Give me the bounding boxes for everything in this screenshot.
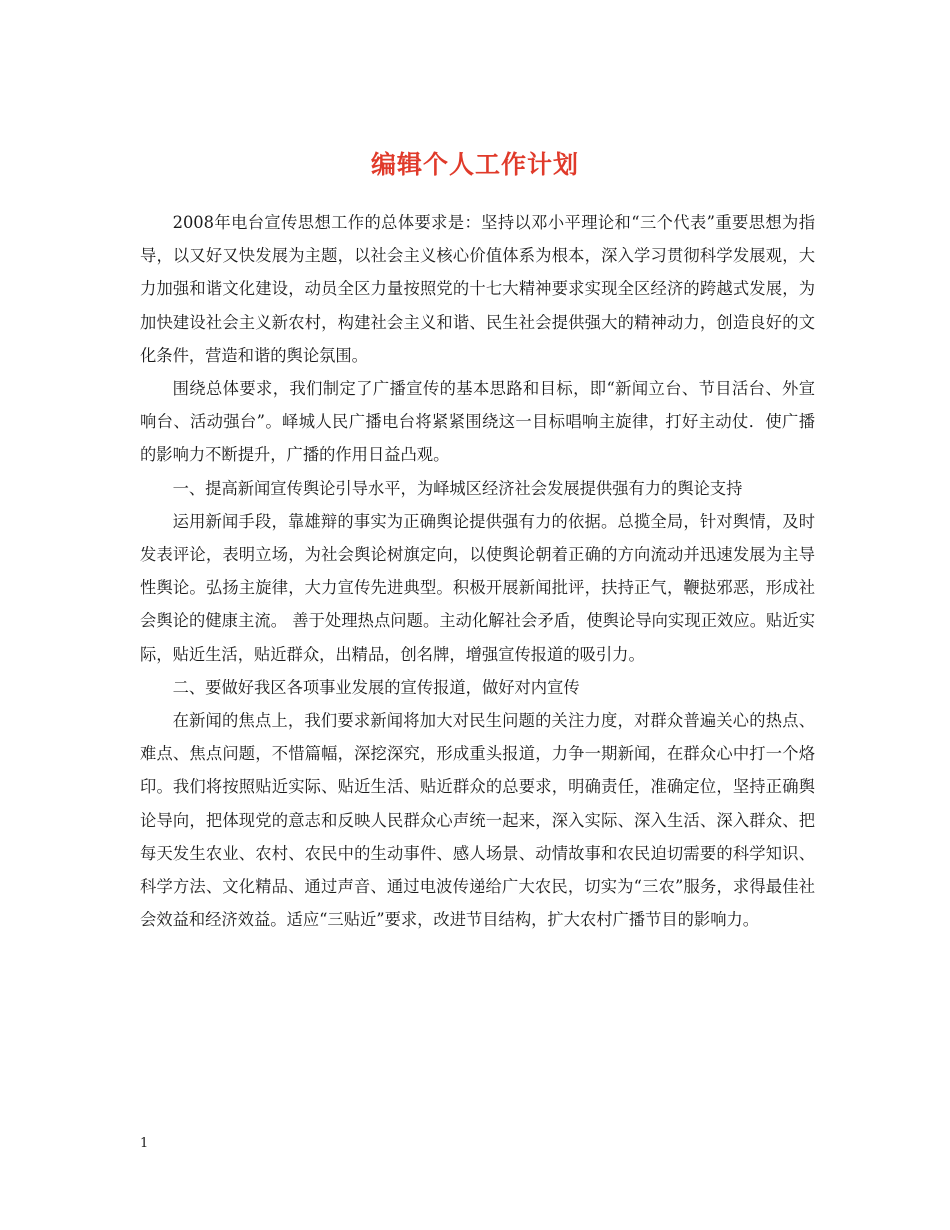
page-number: 1 (140, 1136, 149, 1151)
section-heading-1: 一、提高新闻宣传舆论引导水平，为峄城区经济社会发展提供强有力的舆论支持 (172, 478, 743, 498)
section-heading-2: 二、要做好我区各项事业发展的宣传报道，做好对内宣传 (172, 677, 580, 697)
paragraph-news-methods: 运用新闻手段，靠雄辩的事实为正确舆论提供强有力的依据。总揽全局，针对舆情，及时发表评论，表明立场，为社会舆论树旗定向，以使舆论朝着正确的方向流动并迅速发展为主导性舆论。弘扬主旋律，大力宣传先进典型。积极开展新闻批评，扶持正气，鞭挞邪恶，形成社会舆论的健康主流。 善于处理热点问题。主动化解社会矛盾，使舆论导向实现正效应。贴近实际，贴近生活，贴近群众，出精品，创名牌，增强宣传报道的吸引力。 (140, 511, 815, 664)
document-title: 编辑个人工作计划 (370, 149, 579, 179)
paragraph-basic-goals: 围绕总体要求，我们制定了广播宣传的基本思路和目标，即“新闻立台、节目活台、外宣响台、活动强台”。峄城人民广播电台将紧紧围绕这一目标唱响主旋律，打好主动仗．使广播的影响力不断提升，广播的作用日益凸观。 (140, 379, 815, 465)
paragraph-overall-requirements: 2008年电台宣传思想工作的总体要求是：坚持以邓小平理论和“三个代表”重要思想为指导，以又好又快发展为主题，以社会主义核心价值体系为根本，深入学习贯彻科学发展观，大力加强和谐文化建设，动员全区力量按照党的十七大精神要求实现全区经济的跨越式发展，为加快建设社会主义新农村，构建社会主义和谐、民生社会提供强大的精神动力，创造良好的文化条件，营造和谐的舆论氛围。 (140, 213, 815, 365)
paragraph-news-focus: 在新闻的焦点上，我们要求新闻将加大对民生问题的关注力度，对群众普遍关心的热点、难点、焦点问题，不惜篇幅，深挖深究，形成重头报道，力争一期新闻，在群众心中打一个烙印。我们将按照贴近实际、贴近生活、贴近群众的总要求，明确责任，准确定位，坚持正确舆论导向，把体现党的意志和反映人民群众心声统一起来，深入实际、深入生活、深入群众、把每天发生农业、农村、农民中的生动事件、感人场景、动情故事和农民迫切需要的科学知识、科学方法、文化精品、通过声音、通过电波传递给广大农民，切实为“三农”服务，求得最佳社会效益和经济效益。适应“三贴近”要求，改进节目结构，扩大农村广播节目的影响力。 (140, 711, 815, 930)
document-body (140, 206, 815, 936)
